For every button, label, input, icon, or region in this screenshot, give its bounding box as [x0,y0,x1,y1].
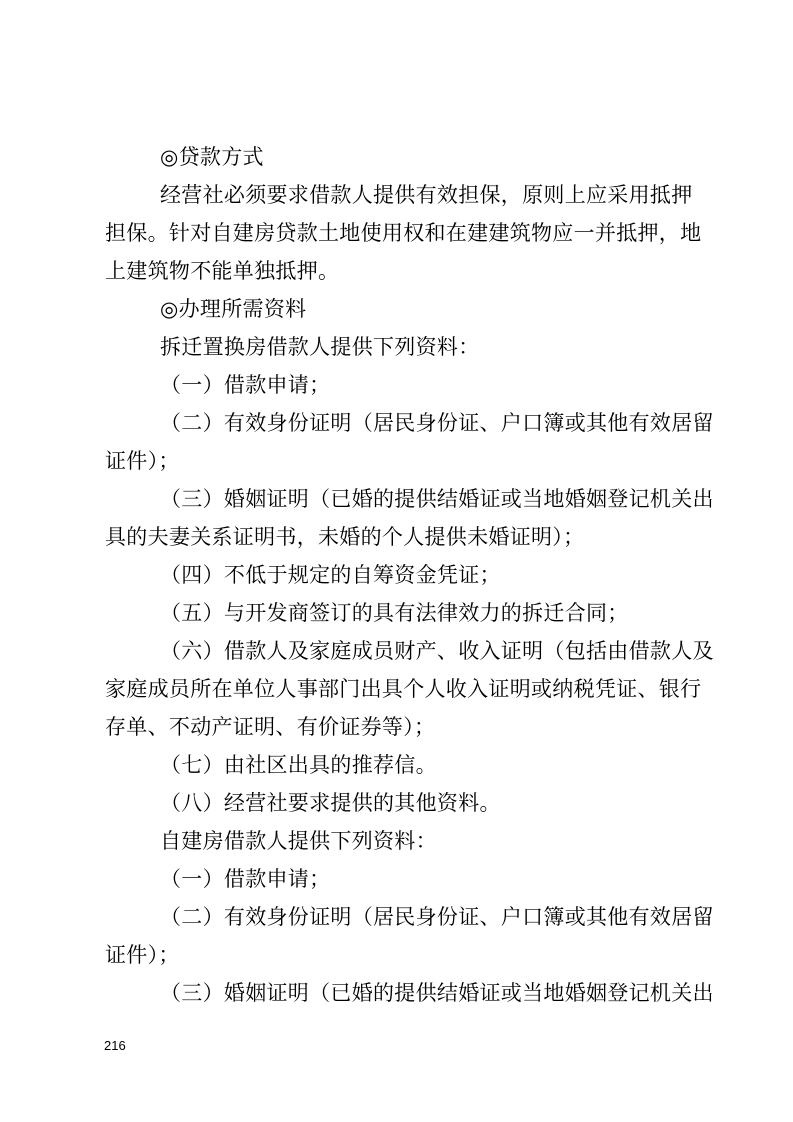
list-item-continuation: 证件）； [105,943,180,967]
list-item: （一）借款申请； [160,867,331,891]
paragraph-line: 经营社必须要求借款人提供有效担保，原则上应采用抵押 [160,183,693,207]
list-item: （八）经营社要求提供的其他资料。 [160,791,501,815]
list-item: （六）借款人及家庭成员财产、收入证明（包括由借款人及 [160,639,714,663]
section-heading-required-materials: ◎办理所需资料 [160,297,307,321]
subheading-relocation-borrower: 拆迁置换房借款人提供下列资料： [160,335,480,359]
list-item: （二）有效身份证明（居民身份证、户口簿或其他有效居留 [160,905,714,929]
paragraph-line: 上建筑物不能单独抵押。 [105,259,340,283]
paragraph-line: 担保。针对自建房贷款土地使用权和在建建筑物应一并抵押，地 [105,221,702,245]
list-item: （二）有效身份证明（居民身份证、户口簿或其他有效居留 [160,411,714,435]
list-item-continuation: 证件）； [105,449,180,473]
subheading-self-built-borrower: 自建房借款人提供下列资料： [160,829,437,853]
list-item: （四）不低于规定的自筹资金凭证； [160,563,501,587]
list-item: （七）由社区出具的推荐信。 [160,753,437,777]
list-item-continuation: 具的夫妻关系证明书，未婚的个人提供未婚证明）； [105,525,585,549]
list-item-continuation: 家庭成员所在单位人事部门出具个人收入证明或纳税凭证、银行 [105,677,702,701]
list-item-continuation: 存单、不动产证明、有价证券等）； [105,715,436,739]
section-heading-loan-method: ◎贷款方式 [160,145,264,169]
list-item: （三）婚姻证明（已婚的提供结婚证或当地婚姻登记机关出 [160,981,714,1005]
page-number: 216 [104,1038,126,1053]
list-item: （一）借款申请； [160,373,331,397]
list-item: （五）与开发商签订的具有法律效力的拆迁合同； [160,601,629,625]
list-item: （三）婚姻证明（已婚的提供结婚证或当地婚姻登记机关出 [160,487,714,511]
